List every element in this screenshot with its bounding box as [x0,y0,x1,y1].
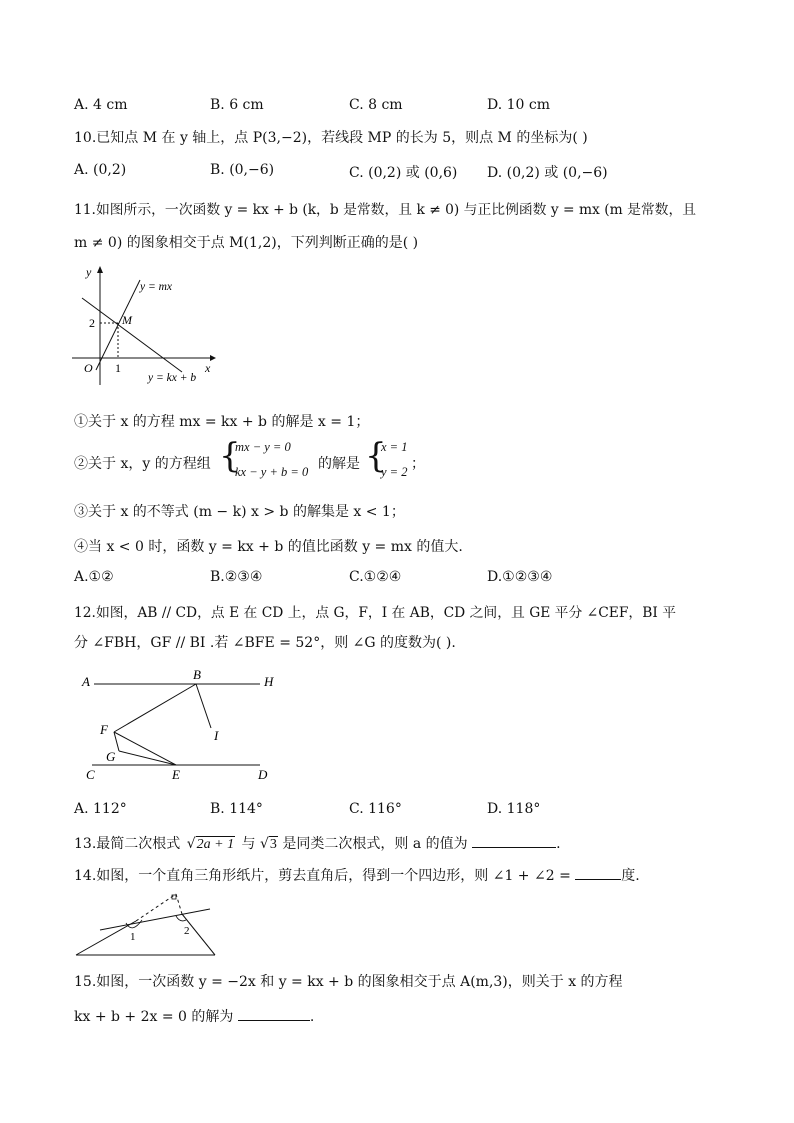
segment-ge [119,751,176,765]
left-brace-icon: { [219,436,241,476]
q11-stem-line2: m ≠ 0) 的图象相交于点 M(1,2)，下列判断正确的是( ) [74,235,419,251]
angle-1-label: 1 [130,931,136,943]
q9-option-b: B. 6 cm [210,97,264,113]
label-b: B [193,667,201,682]
q14-end: 度. [621,868,640,884]
q15-row [74,1006,314,1026]
label-c: C [86,767,95,782]
label-a: A [82,674,90,689]
point-m-label: M [122,313,132,327]
q13-mid: 与 [241,836,256,852]
q11-stem-line1: 11.如图所示，一次函数 y = kx + b (k，b 是常数，且 k ≠ 0) 与正比例函数 y = mx (m 是常数，且 [74,202,697,218]
q12-option-b: B. 114° [210,801,263,817]
q11-statement-2-end: ； [411,456,425,472]
origin-label: O [84,361,93,375]
q11-option-a: A.①② [74,569,114,585]
radical-1: √2a + 1 [186,836,235,852]
q11-option-c: C.①②④ [349,569,402,585]
q11-statement-1: ①关于 x 的方程 mx = kx + b 的解是 x = 1； [74,414,370,430]
tick-y-2: 2 [89,316,95,330]
q12-option-d: D. 118° [487,801,541,817]
left-brace-icon: { [365,436,387,476]
cut-right-dashed [176,894,182,914]
label-h: H [264,674,274,689]
segment-fe [114,732,176,765]
q13-row [74,833,561,853]
q13-post: 是同类二次根式，则 a 的值为 [282,836,468,852]
line-kx-b-label: y = kx + b [148,372,197,384]
q11-statement-4: ④当 x < 0 时，函数 y = kx + b 的值比函数 y = mx 的值大. [74,539,463,555]
q12-option-c: C. 116° [349,801,402,817]
q11-solution-y: y = 2 [381,465,408,479]
y-axis-arrow-icon [97,266,103,273]
y-axis-label: y [86,265,92,279]
x-axis-label: x [205,361,211,375]
tick-x-1: 1 [115,361,121,375]
radical-2: √3 [260,836,277,852]
q11-statement-3: ③关于 x 的不等式 (m − k) x > b 的解集是 x < 1； [74,504,405,520]
line-kx-b [82,298,182,372]
label-i: I [214,728,219,743]
q10-option-c: C. (0,2) 或 (0,6) [349,165,458,181]
q13-answer-blank[interactable] [472,833,556,848]
q10-option-a: A. (0,2) [74,162,127,178]
q12-option-a: A. 112° [74,801,127,817]
segment-bf [114,684,196,732]
q15-answer-blank[interactable] [238,1006,310,1021]
q15-line1: 15.如图，一次函数 y = −2x 和 y = kx + b 的图象相交于点 A(m,3)，则关于 x 的方程 [74,974,623,990]
q13-end: . [556,836,561,852]
q9-option-d: D. 10 cm [487,97,551,113]
right-angle-icon [172,895,176,899]
q11-system-eq2: kx − y + b = 0 [235,465,309,479]
label-f: F [100,722,108,737]
q11-statement-2-prefix: ②关于 x，y 的方程组 [74,456,211,472]
q12-figure [78,664,288,782]
q11-system-eq1: mx − y = 0 [235,440,291,454]
q15-end: . [309,1009,315,1025]
q10-stem: 10.已知点 M 在 y 轴上，点 P(3,−2)，若线段 MP 的长为 5，则点 M 的坐标为( ) [74,130,588,146]
label-e: E [172,767,180,782]
q14-figure [72,890,222,960]
q10-option-d: D. (0,2) 或 (0,−6) [487,165,608,181]
q14-stem: 14.如图，一个直角三角形纸片，剪去直角后，得到一个四边形，则 ∠1 + ∠2 = [74,868,571,884]
q13-prefix: 13.最简二次根式 [74,836,181,852]
q9-option-c: C. 8 cm [349,97,403,113]
x-axis-arrow-icon [210,355,216,361]
q11-option-b: B.②③④ [210,569,263,585]
q14-row [74,865,640,885]
segment-bi [196,684,211,728]
label-d: D [258,767,268,782]
q12-stem-line1: 12.如图，AB // CD，点 E 在 CD 上，点 G，F，I 在 AB，CD 之间，且 GE 平分 ∠CEF，BI 平 [74,605,676,621]
q9-option-a: A. 4 cm [74,97,128,113]
label-g: G [106,749,116,764]
q11-graph [70,260,230,390]
line-mx-label: y = mx [140,281,173,293]
q15-line2: kx + b + 2x = 0 的解为 [74,1009,234,1025]
triangle-left-side [76,921,136,955]
q14-answer-blank[interactable] [575,865,621,880]
q10-option-b: B. (0,−6) [210,162,275,178]
q12-stem-line2: 分 ∠FBH，GF // BI .若 ∠BFE = 52°，则 ∠G 的度数为( ). [74,635,456,651]
cut-line [100,909,210,930]
q11-option-d: D.①②③④ [487,569,553,585]
angle-2-label: 2 [184,925,190,937]
q11-statement-2-mid: 的解是 [318,456,360,472]
q11-solution-x: x = 1 [381,440,408,454]
